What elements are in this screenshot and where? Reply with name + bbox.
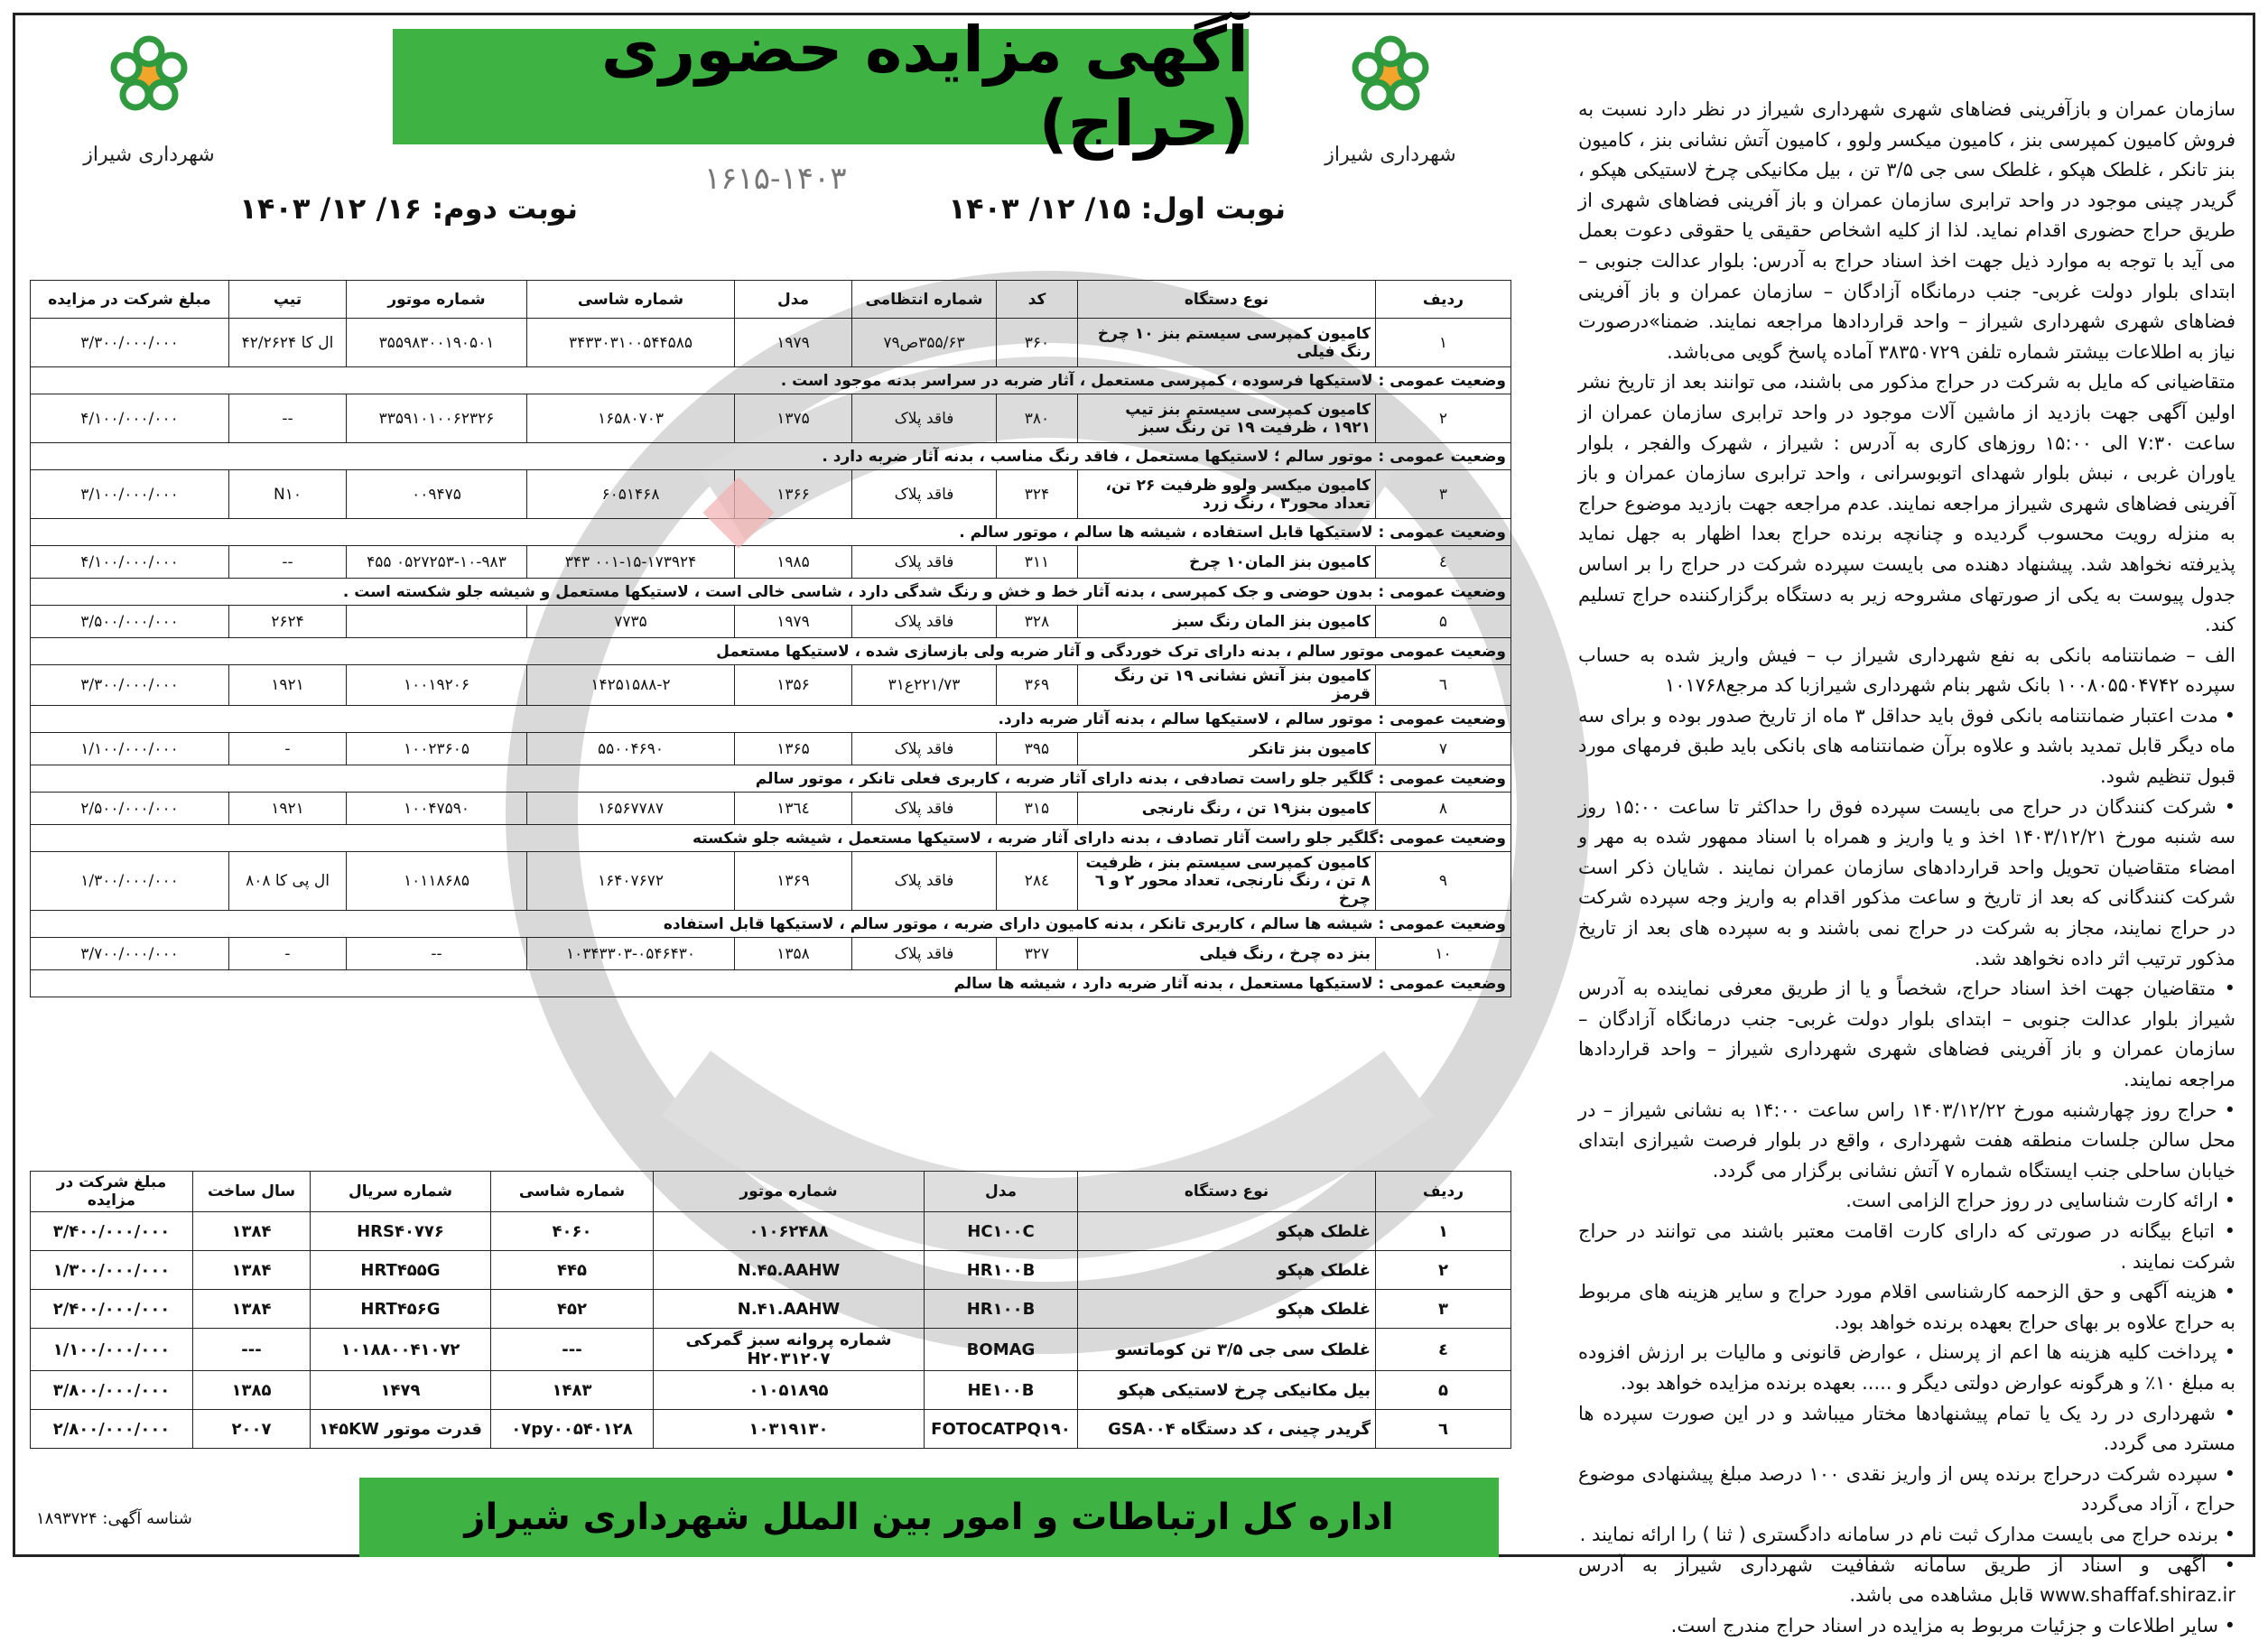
table-cell: کامیون بنز۱۹ تن ، رنگ نارنجی <box>1078 793 1376 825</box>
table-cell: ۲ <box>1376 1251 1511 1290</box>
table-row <box>31 546 1511 579</box>
paragraph: • ارائه کارت شناسایی در روز حراج الزامی است. <box>1845 1190 2235 1212</box>
status-row <box>31 367 1511 394</box>
column-header: کد <box>997 281 1078 319</box>
table-row <box>31 1212 1511 1251</box>
table-cell: ٤ <box>1376 546 1511 579</box>
paragraph: • پرداخت کلیه هزینه ها اعم از پرسنل ، عوارض قانونی و مالیات بر ارزش افزوده به مبلغ ۱۰٪ و هرگونه عوارض دولتی دیگر و ..... بعهده برنده مزایده خواهد بود. <box>1578 1341 2235 1394</box>
table-cell: فاقد پلاک <box>852 546 997 579</box>
column-header: مدل <box>735 281 852 319</box>
table-cell: کامیون بنز المان رنگ سبز <box>1078 606 1376 638</box>
table-cell: ۱۳۶۶ <box>735 470 852 519</box>
table-cell: HR۱۰۰B <box>925 1251 1078 1290</box>
first-round-date: نوبت اول: ۱۵/ ۱۲/ ۱۴۰۳ <box>948 191 1286 226</box>
table-row <box>31 1329 1511 1371</box>
table-cell: کامیون بنز آتش نشانی ۱۹ تن رنگ قرمز <box>1078 665 1376 706</box>
table-cell: ۵ <box>1376 1371 1511 1410</box>
status-cell: وضعیت عمومی : موتور سالم ؛ لاستیکها مستعمل ، فاقد رنگ مناسب ، بدنه آثار ضربه دارد . <box>31 443 1511 470</box>
table-cell: ۳/۳۰۰/۰۰۰/۰۰۰ <box>31 665 229 706</box>
table-cell: ۲/۴۰۰/۰۰۰/۰۰۰ <box>31 1290 193 1329</box>
table-cell: گریدر چینی ، کد دستگاه GSA۰۰۴ <box>1078 1410 1376 1449</box>
table-cell: ۱۹۷۹ <box>735 606 852 638</box>
table-cell: ۲/۸۰۰/۰۰۰/۰۰۰ <box>31 1410 193 1449</box>
table-row <box>31 1371 1511 1410</box>
table-cell: ۱/۱۰۰/۰۰۰/۰۰۰ <box>31 733 229 765</box>
table-cell: ۳/۵۰۰/۰۰۰/۰۰۰ <box>31 606 229 638</box>
table-cell: ۰۰۹۴۷۵ <box>347 470 527 519</box>
table-cell: ۱ <box>1376 319 1511 367</box>
table-cell: غلطک هپکو <box>1078 1290 1376 1329</box>
status-cell: وضعیت عمومی : بدون حوضی و جک کمپرسی ، بدنه آثار خط و خش و رنگ شدگی دارد ، شاسی خالی است ، لاستیکها مستعمل و شیشه جلو شکسته است . <box>31 579 1511 606</box>
table-cell: HC۱۰۰C <box>925 1212 1078 1251</box>
table-cell: -- <box>347 938 527 970</box>
paragraph: • برنده حراج می بایست مدارک ثبت نام در سامانه دادگستری ( ثنا ) را ارائه نمایند . <box>1579 1523 2235 1545</box>
table-cell: ۱۹۷۹ <box>735 319 852 367</box>
table-cell: ۱۰۰۱۹۲۰۶ <box>347 665 527 706</box>
machinery-table <box>30 1171 1511 1449</box>
table-cell: بنز ده چرخ ، رنگ فیلی <box>1078 938 1376 970</box>
table-cell: - <box>229 938 347 970</box>
table-cell: قدرت موتور ۱۴۵KW <box>311 1410 491 1449</box>
table-cell: ۳/۷۰۰/۰۰۰/۰۰۰ <box>31 938 229 970</box>
vehicles-table <box>30 280 1511 997</box>
table-cell: FOTOCATPQ۱۹۰ <box>925 1410 1078 1449</box>
shiraz-municipality-logo <box>83 25 215 197</box>
table-cell: ۱۳۷۵ <box>735 394 852 443</box>
table-cell: ۶۰۵۱۴۶۸ <box>527 470 735 519</box>
table-cell: ۲۶۲۴ <box>229 606 347 638</box>
table-cell: ۳۸۰ <box>997 394 1078 443</box>
column-header: شماره شاسی <box>491 1172 654 1212</box>
table-cell: ۳ <box>1376 470 1511 519</box>
column-header: ردیف <box>1376 281 1511 319</box>
table-cell: ال پی کا ۸۰۸ <box>229 852 347 911</box>
paragraph: • مدت اعتبار ضمانتنامه بانکی فوق باید حداقل ۳ ماه از تاریخ صدور بوده و برای سه ماه دیگر قابل تمدید باشد و علاوه برآن ضمانتنامه های بانکی باید طبق فرمهای مورد قبول تنظیم شود. <box>1578 704 2235 788</box>
table-cell: ۱/۳۰۰/۰۰۰/۰۰۰ <box>31 852 229 911</box>
table-cell: ۱۳۶۹ <box>735 852 852 911</box>
table-cell: ۱۳۵۸ <box>735 938 852 970</box>
table-cell: ۳۵۵۹۸۳۰۰۱۹۰۵۰۱ <box>347 319 527 367</box>
notice-title: آگهی مزایده حضوری (حراج) <box>600 13 1249 161</box>
status-row <box>31 911 1511 938</box>
column-header: سال ساخت <box>193 1172 311 1212</box>
table-cell: ۱۳٦٤ <box>735 793 852 825</box>
table-cell: -- <box>229 394 347 443</box>
table-cell: ۷۷۳۵ <box>527 606 735 638</box>
table-cell: ۱ <box>1376 1212 1511 1251</box>
table-cell: ۲۰۰۷ <box>193 1410 311 1449</box>
table-cell: ۴/۱۰۰/۰۰۰/۰۰۰ <box>31 394 229 443</box>
footer-banner <box>359 1478 1499 1557</box>
second-round-date: نوبت دوم: ۱۶/ ۱۲/ ۱۴۰۳ <box>239 191 578 226</box>
status-row <box>31 825 1511 852</box>
table-cell: ۱۳۶۵ <box>735 733 852 765</box>
table-cell: ۱/۳۰۰/۰۰۰/۰۰۰ <box>31 1251 193 1290</box>
table-cell: ۴۴۵ <box>491 1251 654 1290</box>
table-cell: ۳۲۸ <box>997 606 1078 638</box>
paragraph: سازمان عمران و بازآفرینی فضاهای شهری شهرداری شیراز در نظر دارد نسبت به فروش کامیون کمپرسی بنز ، کامیون میکسر ولوو ، کامیون آتش نشانی بنز ، کامیون بنز تانکر ، غلطک هپکو ، غلطک سی جی ۳/۵ تن ، بیل مکانیکی چرخ لاستیکی هپکو ، گریدر چینی موجود در واحد ترابری سازمان عمران و باز آفرینی فضاهای شهری از طریق حراج حضوری اقدام نماید. لذا از کلیه اشخاص حقیقی یا حقوقی دعوت بعمل می آید با توجه به موارد ذیل جهت اخذ اسناد حراج به آدرس: بلوار عدالت جنوبی – ابتدای بلوار دولت غربی- جنب درمانگاه آزادگان – سازمان عمران و باز آفرینی فضاهای شهری شهرداری شیراز – واحد قراردادها مراجعه نمایند. ضمنا»درصورت نیاز به اطلاعات بیشتر شماره تلفن ۳۸۳۵۰۷۲۹ آماده پاسخ گویی می‌باشد. <box>1578 98 2235 363</box>
table-cell: ۱۴۲۵۱۵۸۸-۲ <box>527 665 735 706</box>
table-cell: ۳۱۱ <box>997 546 1078 579</box>
notice-body-text <box>1578 95 2236 1636</box>
table-cell: BOMAG <box>925 1329 1078 1371</box>
table-cell: ۳۱۵ <box>997 793 1078 825</box>
table-row <box>31 1290 1511 1329</box>
table-header-row <box>31 281 1511 319</box>
table-cell: ۱۴۷۹ <box>311 1371 491 1410</box>
table-cell: HRT۴۵۶G <box>311 1290 491 1329</box>
column-header: شماره شاسی <box>527 281 735 319</box>
table-cell <box>347 606 527 638</box>
table-cell: N۱۰ <box>229 470 347 519</box>
table-cell: ۱۰ <box>1376 938 1511 970</box>
status-cell: وضعیت عمومی :گلگیر جلو راست آثار تصادف ، بدنه دارای آثار ضربه ، لاستیکها مستعمل ، شیشه جلو شکسته <box>31 825 1511 852</box>
table-cell: ۱۹۲۱ <box>229 793 347 825</box>
table-cell: ۰۵۲۷۲۵۳-۱۰-۹۸۳ ۴۵۵ <box>347 546 527 579</box>
table-cell: کامیون کمپرسی سیستم بنز تیپ ۱۹۲۱ ، ظرفیت ۱۹ تن رنگ سبز <box>1078 394 1376 443</box>
table-cell: ۱۰۰۴۷۵۹۰ <box>347 793 527 825</box>
paragraph: • هزینه آگهی و حق الزحمه کارشناسی اقلام مورد حراج و سایر هزینه های مربوط به حراج علاوه بر بهای حراج بعهده برنده خواهد بود. <box>1578 1281 2235 1333</box>
table-cell: ۱۳۵۶ <box>735 665 852 706</box>
status-row <box>31 519 1511 546</box>
column-header: شماره انتظامی <box>852 281 997 319</box>
table-cell: --- <box>491 1329 654 1371</box>
table-cell: ۳۶۰ <box>997 319 1078 367</box>
table-cell: HE۱۰۰B <box>925 1371 1078 1410</box>
table-cell: ۵ <box>1376 606 1511 638</box>
table-cell: ۳۶۹ <box>997 665 1078 706</box>
table-row <box>31 793 1511 825</box>
table-cell: غلطک هپکو <box>1078 1212 1376 1251</box>
table-cell: کامیون بنز المان۱۰ چرخ <box>1078 546 1376 579</box>
table-cell: ۰۱۰۶۲۴۸۸ <box>654 1212 925 1251</box>
status-cell: وضعیت عمومی : گلگیر جلو راست تصادفی ، بدنه دارای آثار ضربه ، کاربری فعلی تانکر ، موتور سالم <box>31 765 1511 793</box>
table-cell: ۰۱۰۵۱۸۹۵ <box>654 1371 925 1410</box>
table-cell: -- <box>229 546 347 579</box>
table-cell: ۳۵۵/۶۳ص۷۹ <box>852 319 997 367</box>
status-cell: وضعیت عمومی : لاستیکها قابل استفاده ، شیشه ها سالم ، موتور سالم . <box>31 519 1511 546</box>
table-row <box>31 1410 1511 1449</box>
table-cell: HRT۴۵۵G <box>311 1251 491 1290</box>
table-cell: ۱۰۱۱۸۶۸۵ <box>347 852 527 911</box>
reference-number: ۱۶۱۵-۱۴۰۳ <box>704 161 847 197</box>
table-cell: ۱۰۳۱۹۱۳۰ <box>654 1410 925 1449</box>
table-cell: ۳۲۴ <box>997 470 1078 519</box>
table-cell: ۱۳۸۴ <box>193 1212 311 1251</box>
table-cell: ۳۲۷ <box>997 938 1078 970</box>
table-cell: فاقد پلاک <box>852 470 997 519</box>
table-cell: ۳۹۵ <box>997 733 1078 765</box>
table-cell: ۴/۱۰۰/۰۰۰/۰۰۰ <box>31 546 229 579</box>
table-cell: --- <box>193 1329 311 1371</box>
ad-identifier: شناسه آگهی: ۱۸۹۳۷۲۴ <box>36 1509 192 1528</box>
table-cell: ۱/۱۰۰/۰۰۰/۰۰۰ <box>31 1329 193 1371</box>
table-row <box>31 733 1511 765</box>
table-cell: ۲۸٤ <box>997 852 1078 911</box>
paragraph: • متقاضیان جهت اخذ اسناد حراج، شخصاً و یا از طریق معرفی نماینده به آدرس شیراز بلوار عدالت جنوبی – ابتدای بلوار دولت غربی- جنب درمانگاه آزادگان – سازمان عمران و باز آفرینی فضاهای شهری شهرداری شیراز – واحد قراردادها مراجعه نمایند. <box>1578 978 2235 1090</box>
status-row <box>31 443 1511 470</box>
column-header: مدل <box>925 1172 1078 1212</box>
table-cell: کامیون کمپرسی سیستم بنز ۱۰ چرخ رنگ فیلی <box>1078 319 1376 367</box>
table-cell: N.۴۵.AAHW <box>654 1251 925 1290</box>
table-cell: ال کا ۴۲/۲۶۲۴ <box>229 319 347 367</box>
column-header: نوع دستگاه <box>1078 281 1376 319</box>
column-header: مبلغ شرکت در مزایده <box>31 1172 193 1212</box>
table-cell: ۱۴۸۳ <box>491 1371 654 1410</box>
column-header: شماره موتور <box>347 281 527 319</box>
table-cell: ۱۰۱۸۸۰۰۴۱۰۷۲ <box>311 1329 491 1371</box>
paragraph: متقاضیانی که مایل به شرکت در حراج مذکور می باشند، می توانند بعد از تاریخ نشر اولین آگهی جهت بازدید از ماشین آلات موجود در واحد ترابری سازمان عمران از ساعت ۷:۳۰ الی ۱۵:۰۰ روزهای کاری به آدرس : شیراز ، شهرک والفجر ، بلوار یاوران غربی ، نبش بلوار شهدای اتوبوسرانی ، واحد ترابری سازمان عمران و باز آفرینی فضاهای شهری شیراز مراجعه نمایند. عدم مراجعه جهت بازدید موضوع حراج به منزله رویت محسوب گردیده و چنانچه برنده حراج بعدا اظهار به جهل نماید پذیرفته نخواهد شد. پیشنهاد دهنده می بایست سپرده شرکت در حراج را بر اساس جدول پیوست به یکی از صورتهای مشروحه زیر به دستگاه برگزارکننده حراج تسلیم کند. <box>1578 371 2235 636</box>
table-cell: ۸ <box>1376 793 1511 825</box>
logo-caption: شهرداری شیراز <box>1325 144 1456 166</box>
table-cell: ۳/۴۰۰/۰۰۰/۰۰۰ <box>31 1212 193 1251</box>
table-cell: N.۴۱.AAHW <box>654 1290 925 1329</box>
table-cell: ۱۶۵۶۷۷۸۷ <box>527 793 735 825</box>
table-cell: ۱۹۸۵ <box>735 546 852 579</box>
paragraph: الف – ضمانتنامه بانکی به نفع شهرداری شیراز ب – فیش واریز شده به حساب سپرده ۱۰۰۸۰۵۵۰۴۷۴۲ بانک شهر بنام شهرداری شیرازبا کد مرجع۱۰۱۷۶۸ <box>1578 644 2235 697</box>
table-cell: ۱۰۰۲۳۶۰۵ <box>347 733 527 765</box>
table-cell: بیل مکانیکی چرخ لاستیکی هپکو <box>1078 1371 1376 1410</box>
table-cell: ۲/۵۰۰/۰۰۰/۰۰۰ <box>31 793 229 825</box>
status-row <box>31 579 1511 606</box>
table-cell: فاقد پلاک <box>852 938 997 970</box>
table-cell: ۳/۸۰۰/۰۰۰/۰۰۰ <box>31 1371 193 1410</box>
shiraz-municipality-logo <box>1325 25 1456 197</box>
status-cell: وضعیت عمومی موتور سالم ، بدنه دارای ترک خوردگی و آثار ضربه ولی بازسازی شده ، لاستیکها مستعمل <box>31 638 1511 665</box>
table-cell: HRS۴۰۷۷۶ <box>311 1212 491 1251</box>
table-cell: ٦ <box>1376 1410 1511 1449</box>
table-row <box>31 606 1511 638</box>
column-header: مبلغ شرکت در مزایده <box>31 281 229 319</box>
table-cell: ۱۰۳۴۳۳۰۳-۰۵۴۶۴۳۰ <box>527 938 735 970</box>
status-cell: وضعیت عمومی : شیشه ها سالم ، کاربری تانکر ، بدنه کامیون دارای ضربه ، موتور سالم ، لاستیکها قابل استفاده <box>31 911 1511 938</box>
column-header: نوع دستگاه <box>1078 1172 1376 1212</box>
paragraph: • سپرده شرکت درحراج برنده پس از واریز نقدی ۱۰۰ درصد مبلغ پیشنهادی موضوع حراج ، آزاد می‌گردد <box>1578 1462 2235 1516</box>
paragraph: • آگهی و اسناد از طریق سامانه شفافیت شهرداری شیراز به آدرس www.shaffaf.shiraz.ir قابل مشاهده می باشد. <box>1578 1553 2235 1607</box>
table-cell: ۴۵۲ <box>491 1290 654 1329</box>
status-cell: وضعیت عمومی : موتور سالم ، لاستیکها سالم ، بدنه آثار ضربه دارد. <box>31 706 1511 733</box>
table-row <box>31 394 1511 443</box>
paragraph: • حراج روز چهارشنبه مورخ ۱۴۰۳/۱۲/۲۲ راس ساعت ۱۴:۰۰ به نشانی شیراز – در محل سالن جلسات منطقه هفت شهرداری ، واقع در بلوار فرصت شیرازی ابتدای خیابان ساحلی جنب ایستگاه شماره ۷ آتش نشانی برگزار می گردد. <box>1578 1099 2236 1182</box>
table-cell: ۰۷py۰۰۵۴۰۱۲۸ <box>491 1410 654 1449</box>
table-cell: ٤ <box>1376 1329 1511 1371</box>
table-cell: ۲۲۱/۷۳ع۳۱ <box>852 665 997 706</box>
table-row <box>31 1251 1511 1290</box>
notice-title-banner <box>393 13 1249 161</box>
table-cell: HR۱۰۰B <box>925 1290 1078 1329</box>
footer-title: اداره کل ارتباطات و امور بین الملل شهرداری شیراز <box>464 1497 1394 1538</box>
paragraph: • شرکت کنندگان در حراج می بایست سپرده فوق را حداکثر تا ساعت ۱۵:۰۰ روز سه شنبه مورخ ۱۴۰۳/۱۲/۲۱ اخذ و یا واریز و همراه با اسناد ممهور شده به مهر و امضاء متقاضیان تحویل واحد قراردادهای سازمان عمران نمایند . شایان ذکر است شرکت کنندگانی که بعد از تاریخ و ساعت مذکور اقدام به واریز وجه سپرده شرکت در حراج نمایند، مجاز به شرکت در حراج نمی باشند و به سپرده های بعد از تاریخ مذکور ترتیب اثر داده نخواهد شد. <box>1578 795 2236 969</box>
status-row <box>31 970 1511 997</box>
table-cell: ۰۰۱-۱۵-۱۷۳۹۲۴ ۳۴۳ <box>527 546 735 579</box>
logo-caption: شهرداری شیراز <box>83 144 215 166</box>
status-row <box>31 706 1511 733</box>
table-cell: ۷ <box>1376 733 1511 765</box>
column-header: شماره سریال <box>311 1172 491 1212</box>
table-cell: شماره پروانه سبز گمرکی H۲۰۳۱۲۰۷ <box>654 1329 925 1371</box>
status-cell: وضعیت عمومی : لاستیکها فرسوده ، کمپرسی مستعمل ، آثار ضربه در سراسر بدنه موجود است . <box>31 367 1511 394</box>
table-row <box>31 852 1511 911</box>
paragraph: • سایر اطلاعات و جزئیات مربوط به مزایده در اسناد حراج مندرج است. <box>1670 1614 2235 1636</box>
table-cell: غلطک هپکو <box>1078 1251 1376 1290</box>
table-cell: ۱۳۸۴ <box>193 1251 311 1290</box>
table-cell: فاقد پلاک <box>852 394 997 443</box>
table-cell: ۱۳۸۴ <box>193 1290 311 1329</box>
table-header-row <box>31 1172 1511 1212</box>
table-cell: ۳ <box>1376 1290 1511 1329</box>
column-header: شماره موتور <box>654 1172 925 1212</box>
table-cell: ۳/۳۰۰/۰۰۰/۰۰۰ <box>31 319 229 367</box>
column-header: تیپ <box>229 281 347 319</box>
table-cell: ۳۳۵۹۱۰۱۰۰۶۲۳۲۶ <box>347 394 527 443</box>
status-row <box>31 765 1511 793</box>
table-cell: ۵۵۰۰۴۶۹۰ <box>527 733 735 765</box>
table-cell: ۱۶۴۰۷۶۷۲ <box>527 852 735 911</box>
status-cell: وضعیت عمومی : لاستیکها مستعمل ، بدنه آثار ضربه دارد ، شیشه ها سالم <box>31 970 1511 997</box>
table-cell: ۱۶۵۸۰۷۰۳ <box>527 394 735 443</box>
table-cell: ۱۹۲۱ <box>229 665 347 706</box>
table-cell: فاقد پلاک <box>852 852 997 911</box>
table-cell: ۳/۱۰۰/۰۰۰/۰۰۰ <box>31 470 229 519</box>
table-cell: فاقد پلاک <box>852 733 997 765</box>
table-cell: ۴۰۶۰ <box>491 1212 654 1251</box>
table-cell: ۱۳۸۵ <box>193 1371 311 1410</box>
table-cell: ۲ <box>1376 394 1511 443</box>
table-cell: کامیون کمپرسی سیستم بنز ، ظرفیت ۸ تن ، رنگ نارنجی، تعداد محور ۲ و ٦ چرخ <box>1078 852 1376 911</box>
table-row <box>31 665 1511 706</box>
table-cell: فاقد پلاک <box>852 606 997 638</box>
table-row <box>31 319 1511 367</box>
paragraph: • اتباع بیگانه در صورتی که دارای کارت اقامت معتبر باشند می توانند در حراج شرکت نمایند . <box>1578 1219 2235 1273</box>
table-cell: - <box>229 733 347 765</box>
status-row <box>31 638 1511 665</box>
table-cell: کامیون بنز تانکر <box>1078 733 1376 765</box>
table-cell: ٦ <box>1376 665 1511 706</box>
table-cell: ۹ <box>1376 852 1511 911</box>
paragraph: • شهرداری در رد یک یا تمام پیشنهادها مختار میباشد و در این صورت سپرده ها مسترد می گردد. <box>1578 1402 2235 1455</box>
table-row <box>31 938 1511 970</box>
table-cell: کامیون میکسر ولوو ظرفیت ۲۶ تن، تعداد محور۳ ، رنگ زرد <box>1078 470 1376 519</box>
table-cell: ۳۴۳۳۰۳۱۰۰۵۴۴۵۸۵ <box>527 319 735 367</box>
table-cell: غلطک سی جی ۳/۵ تن کوماتسو <box>1078 1329 1376 1371</box>
column-header: ردیف <box>1376 1172 1511 1212</box>
table-cell: فاقد پلاک <box>852 793 997 825</box>
